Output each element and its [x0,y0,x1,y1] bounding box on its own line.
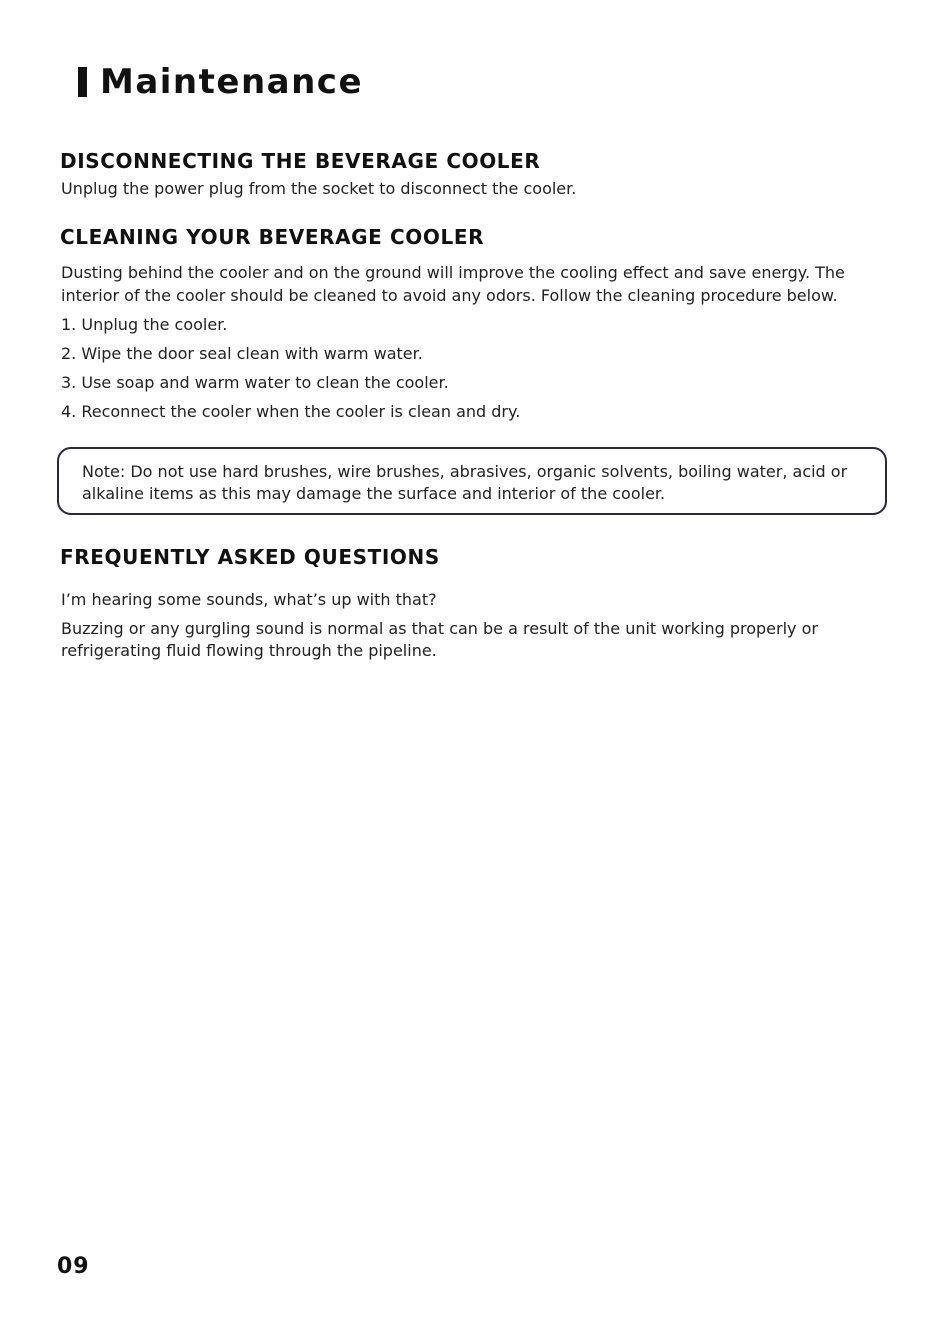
cleaning-intro-line-2: interior of the cooler should be cleaned to avoid any odors. Follow the cleaning procedure below. [61,286,838,305]
faq-answer-line-1: Buzzing or any gurgling sound is normal as that can be a result of the unit working properly or [61,619,818,638]
cleaning-step-3: 3. Use soap and warm water to clean the cooler. [61,373,449,392]
disconnecting-body: Unplug the power plug from the socket to disconnect the cooler. [61,179,577,198]
cleaning-step-4: 4. Reconnect the cooler when the cooler is clean and dry. [61,402,521,421]
page-title-group [78,62,363,102]
page-number: 09 [57,1254,90,1279]
faq-question: I’m hearing some sounds, what’s up with that? [61,590,437,609]
cleaning-step-2: 2. Wipe the door seal clean with warm water. [61,344,423,363]
title-accent-bar [78,67,87,97]
heading-faq: FREQUENTLY ASKED QUESTIONS [60,545,440,569]
faq-answer-line-2: refrigerating fluid flowing through the pipeline. [61,641,437,660]
heading-cleaning: CLEANING YOUR BEVERAGE COOLER [60,225,485,249]
note-line-2: alkaline items as this may damage the surface and interior of the cooler. [82,484,666,503]
cleaning-intro-line-1: Dusting behind the cooler and on the ground will improve the cooling effect and save energy. The [61,263,845,282]
note-line-1: Note: Do not use hard brushes, wire brushes, abrasives, organic solvents, boiling water, acid or [82,462,848,481]
page-title: Maintenance [100,62,364,102]
cleaning-step-1: 1. Unplug the cooler. [61,315,228,334]
heading-disconnecting: DISCONNECTING THE BEVERAGE COOLER [60,149,541,173]
